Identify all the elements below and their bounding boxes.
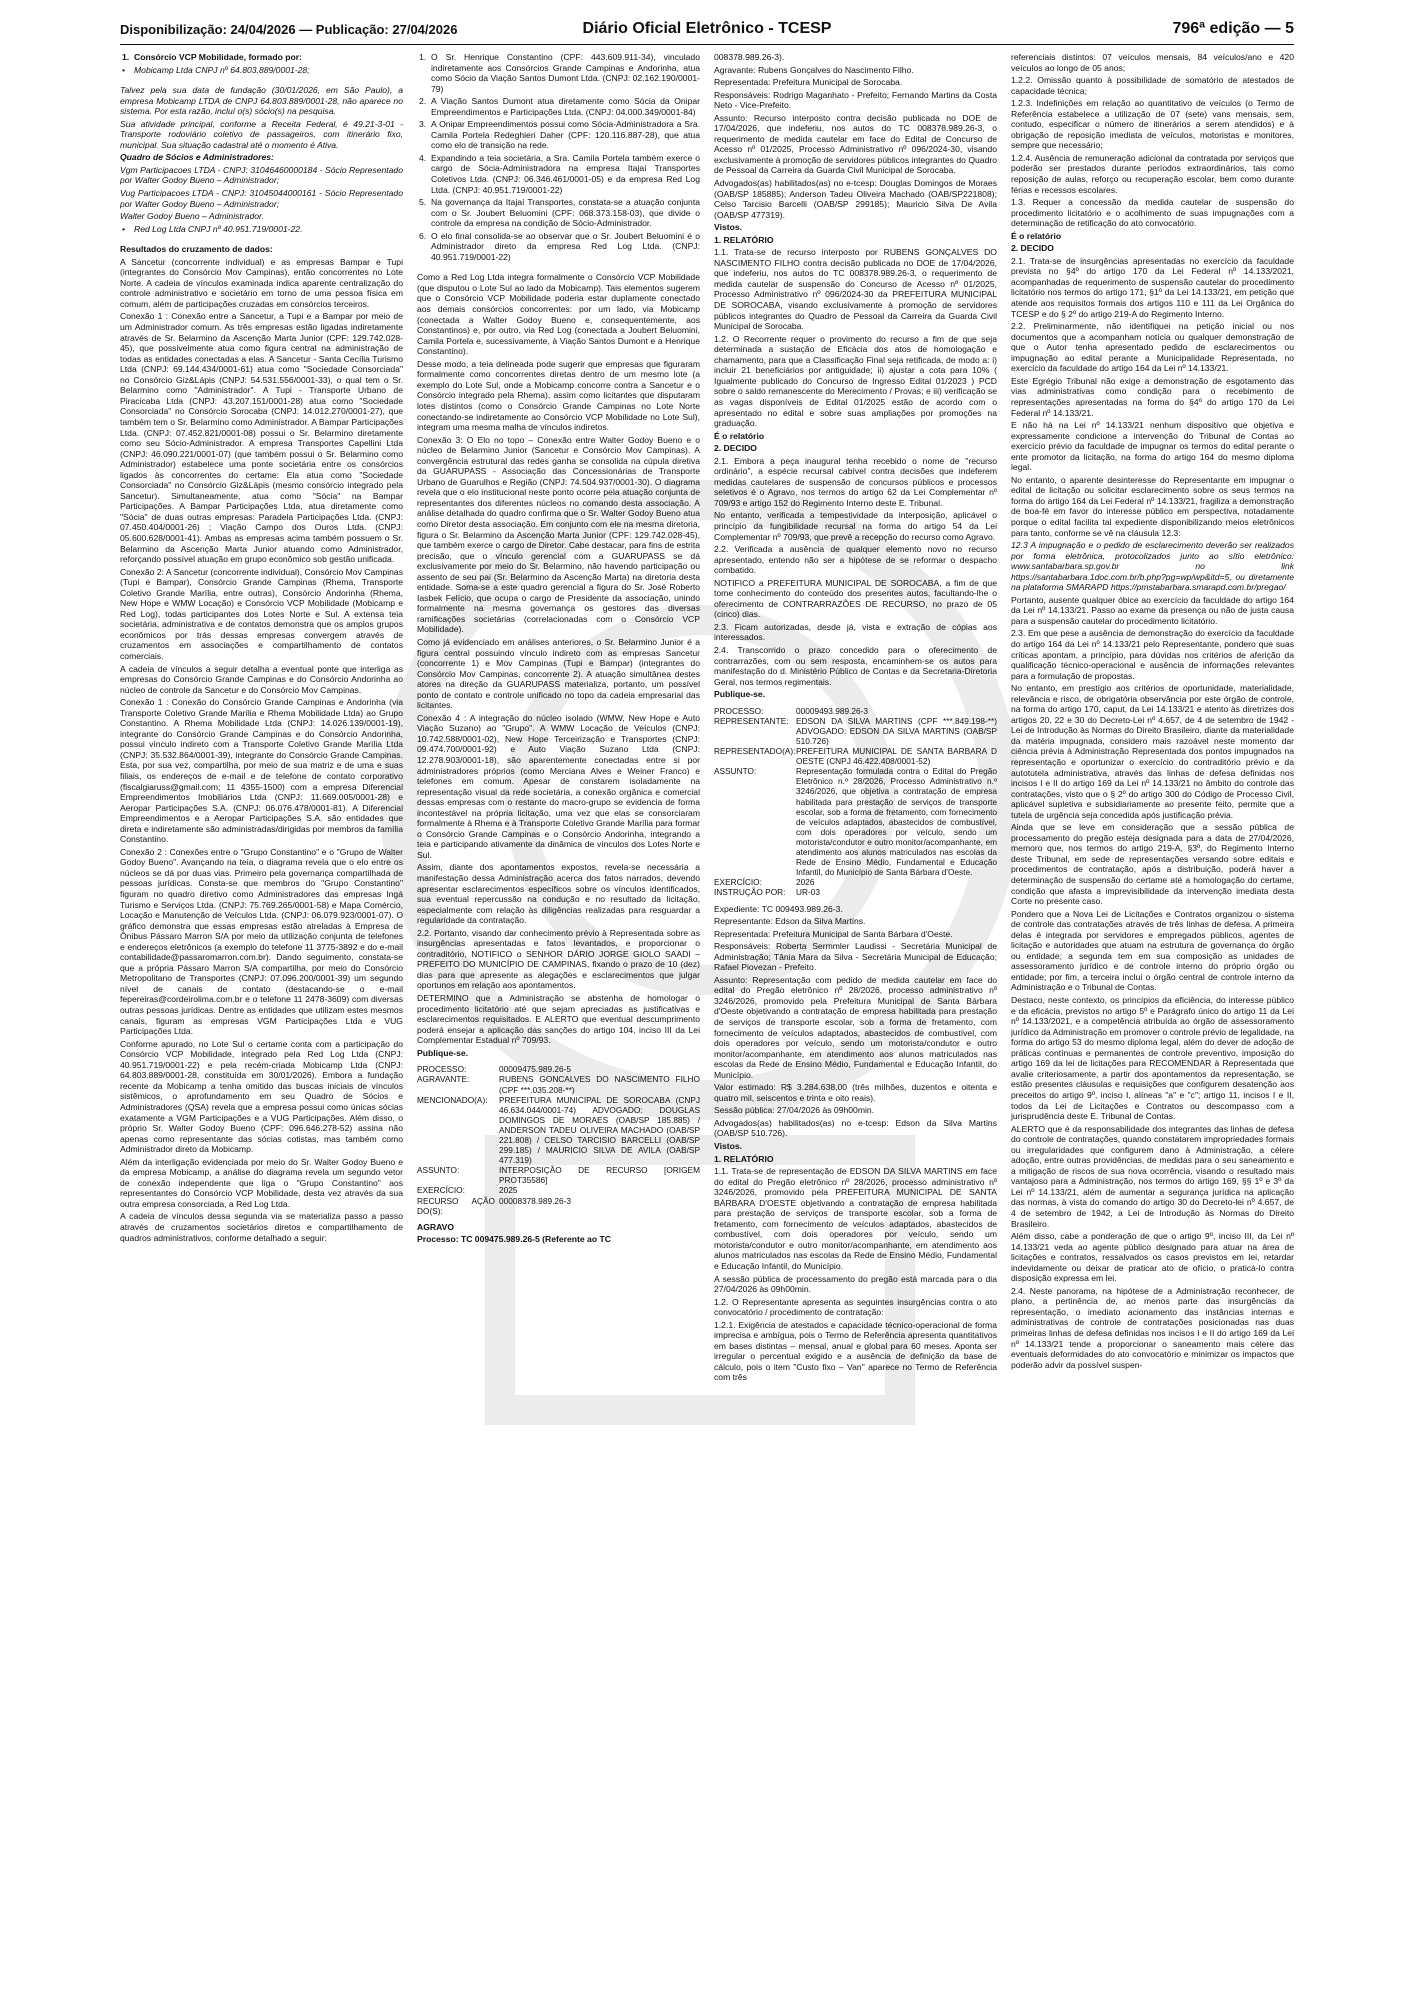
paragraph: Desse modo, a teia delineada pode sugerir que empresas que figuraram formalmente como concorrentes diretas dentro de um mesmo lote (a exemplo do Lote Sul, onde a Mobicamp concorre contra a Sancetur e o Consórcio integrado pela Rhema), assim como licitantes que disputaram lotes distintos (como o Consórcio Grande Campinas no Lote Norte conectando-se indiretamente ao Consórcio VCP Mobilidade no Lote Sul), integram uma mesma malha de vínculos indiretos. xyxy=(417,358,700,433)
list-item: 1. O Sr. Henrique Constantino (CPF: 443.609.911-34), vinculado indiretamente aos Consórcios Grande Campinas e Andorinha, atua como Sócio da Viação Santos Dumont Ltda. (CNPJ: 02.162.190/0001-79) xyxy=(419,52,700,94)
paragraph: Além da interligação evidenciada por meio do Sr. Walter Godoy Bueno e da empresa Mobicamp, a análise do diagrama revela um segundo vetor de conexão independente que liga o "Grupo Constantino" aos representantes do Consórcio VCP Mobilidade, desta vez através da sua outra empresa consorciada, a Red Log Ltda. xyxy=(120,1156,403,1209)
paragraph: A cadeia de vínculos a seguir detalha a eventual ponte que interliga as empresas do Consórcio Grande Campinas e do Consórcio Andorinha ao núcleo de controle da Sancetur e do Consórcio Mov Campinas. xyxy=(120,663,403,695)
paragraph: Como a Red Log Ltda integra formalmente o Consórcio VCP Mobilidade (que disputou o Lote Sul ao lado da Mobicamp). Tais elementos sugerem que o Consórcio VCP Mobilidade poderia estar duplamente conectado aos demais consórcios concorrentes: por um lado, via Mobicamp (conectada a Walter Godoy Bueno e, consequentemente, aos Constantinos) e, por outro, via Red Log (conectada a Joubert Beluomini, Camila Portela e, sucessivamente, à Viação Santos Dumont e a Henrique Constantino). xyxy=(417,272,700,357)
paragraph: Além disso, cabe a ponderação de que o artigo 9º, inciso III, da Lei nº 14.133/21 veda ao agente público designado para atuar na área de licitações e contratos, ressalvados os casos previstos em lei, retardar indevidamente ou deixar de praticar ato de ofício, o praticá-lo contra disposição expressa em lei. xyxy=(1011,1231,1294,1284)
column-3 xyxy=(714,52,997,1982)
process-record xyxy=(417,1064,700,1215)
field-value: 00009493.989.26-3 xyxy=(796,705,868,716)
paragraph: Walter Godoy Bueno – Administrador. xyxy=(120,211,264,222)
section-heading: 2. DECIDO xyxy=(714,443,757,454)
field-value: 00008378.989.26-3 xyxy=(499,1195,571,1206)
paragraph: NOTIFICO a PREFEITURA MUNICIPAL DE SOROCABA, a fim de que tome conhecimento do conteúdo dos presentes autos, facultando-lhe o oferecimento de CONTRARRAZÕES DE RECURSO, no prazo de 05 (cinco) dias. xyxy=(714,577,997,620)
list-item: • Mobicamp Ltda CNPJ nº 64.803.889/0001-28; xyxy=(122,64,310,75)
paragraph: 2.2. Verificada a ausência de qualquer elemento novo no recurso apresentado, entendo não ser a hipótese de se reformar o despacho combatido. xyxy=(714,544,997,576)
paragraph: Conexão 1 : Conexão do Consórcio Grande Campinas e Andorinha (via Transporte Coletivo Grande Marília e Rhema Mobilidade Ltda) ao Grupo Constantino. A Rhema Mobilidade Ltda (CNPJ: 14.026.139/0001-19), integrante do Consórcio Grande Campinas e do Consórcio Andorinha, possui vínculo indireto com a Transporte Coletivo Grande Marília Ltda (CNPJ: 35.532.864/0001-39), integrante do Consórcio Grande Campinas. Esta, por sua vez, compartilha, por meio de sua matriz e de uma e suas filiais, os endereços de e-mail e de telefone de contato corporativo (fiscalgiaruss@gmail.com; 11 4355-1500) com a empresa Diferencial Empreendimentos Imobiliários Ltda (CNPJ: 11.669.005/0001-28) e Aeropar Participações S.A. (CNPJ: 06.076.478/0001-81). A Diferencial Empreendimentos e a Aeropar Participações S.A. são entidades que direta e indiretamente são administradas/dirigidas por membros da família Constantino. xyxy=(120,697,403,845)
field-value: RUBENS GONCALVES DO NASCIMENTO FILHO (CPF ***.035.208-**) xyxy=(499,1074,700,1095)
paragraph: Ainda que se leve em consideração que a sessão pública de processamento do pregão esteja designada para a data de 27/04/2026, memoro que, nos termos do artigo 219-A, §3º, do Regimento Interno deste Tribunal, em sede de representações versando sobre editais e procedimentos de contratação, após a distribuição, poderá haver a determinação de suspensão do certame até a homologação do certame, condição que afasta a imprevisibilidade da intervenção imediata desta Corte no presente caso. xyxy=(1011,822,1294,907)
paragraph: 2.1. Embora a peça inaugural tenha recebido o nome de "recurso ordinário", a espécie recursal cabível contra decisões que indeferem medidas cautelares de suspensão de concursos públicos e processos seletivos é o Agravo, nos termos do artigo 62 da Lei Complementar nº 709/93 e artigo 152 do Regimento Interno deste E. Tribunal. xyxy=(714,455,997,508)
paragraph: No entanto, o aparente desinteresse do Representante em impugnar o edital de licitação ou solicitar esclarecimento sobre os seus termos na forma do artigo 164 da Lei Federal nº 14.133/21, fragiliza a demonstração de boa-fé em favor do interesse público em perspectiva, notadamente porque o edital facilita tal expediente disponibilizando meios eletrônicos para tanto, conforme se vê na cláusula 12.3: xyxy=(1011,474,1294,538)
field-label: REPRESENTADO(A): xyxy=(714,746,796,757)
paragraph: Conexão 4 : A integração do núcleo isolado (WMW, New Hope e Auto Viação Suzano) ao "Grupo". A WMW Locação de Veículos (CNPJ: 10.742.588/0001-02), New Hope Terceirização e Transportes (CNPJ: 09.474.700/0001-92) e Auto Viação Suzano Ltda (CNPJ: 12.278.903/0001-18), são aparentemente conectadas entre si por administradores próprios (como Merciana Alves e Weiner Franco) e telefones em comum. Apesar de constarem isoladamente na representação visual da rede societária, a conexão orgânica e comercial dessas empresas com o restante do macro-grupo se evidencia de forma incontestável na própria licitação, uma vez que elas se consorciaram formalmente à Rhema e à Transporte Coletivo Grande Marília para formar o Consórcio Grande Campinas e o Consórcio Andorinha, integrando a teia e participando ativamente da dinâmica de vínculos dos Lotes Norte e Sul. xyxy=(417,712,700,860)
section-heading: É o relatório xyxy=(1011,230,1062,241)
paragraph: referenciais distintos: 07 veículos mensais, 84 veículos/ano e 420 veículos ao longo de 05 anos; xyxy=(1011,52,1294,73)
list-item: 5. Na governança da Itajaí Transportes, constata-se a atuação conjunta com o Sr. Joubert Beluomini (CPF: 068.373.158-03), que divide o controle da empresa na condição de Sócio-Administrador. xyxy=(419,197,700,229)
list-item: 4. Expandindo a teia societária, a Sra. Camila Portela também exerce o cargo de Sócia-Administradora na empresa Itajaí Transportes Coletivos Ltda. (CNPJ: 06.346.461/0001-05) e da empresa Red Log Ltda. (CNPJ: 40.951.719/0001-22) xyxy=(419,152,700,195)
field-value: Representação formulada contra o Edital do Pregão Eletrônico n.º 28/2026, Processo Administrativo n.º 3246/2026, que objetiva a contratação de empresa habilitada para prestação de serviços de transporte escolar, sob a forma de fretamento, com fornecimento de veículos adaptados, abastecidos de combustível, com dois operadores por veículo, sendo um motorista/condutor e outro monitor/acompanhante, em atendimento aos alunos matriculados nas escolas da Rede de Ensino Médio, Fundamental e Educação Infantil, do Município de Santa Bárbara d'Oeste. xyxy=(796,766,997,878)
field-value: 2026 xyxy=(796,877,815,888)
field-value: EDSON DA SILVA MARTINS (CPF ***.849.198-**) ADVOGADO: EDSON DA SILVA MARTINS (OAB/SP 510.726) xyxy=(796,715,997,746)
paragraph: 1.1. Trata-se de representação de EDSON DA SILVA MARTINS em face do edital do Pregão eletrônico nº 28/2026, processo administrativo nº 3246/2026, promovido pela PREFEITURA MUNICIPAL DE SANTA BÁRBARA D'OESTE objetivando a contratação de empresa habilitada para prestação de serviços de transporte escolar, sob a forma de fretamento, com fornecimento de veículos adaptados, abastecidos de combustível, com dois operadores por veículo, sendo um motorista/condutor e outro monitor/acompanhante, em atendimento aos alunos matriculados nas escolas da Rede de Ensino Médio, Fundamental e Educação Infantil, do Município. xyxy=(714,1166,997,1271)
paragraph: Conexão 2 : Conexões entre o "Grupo Constantino" e o "Grupo de Walter Godoy Bueno". Avançando na teia, o diagrama revela que o elo entre os núcleos se dá por duas vias. Primeiro pela governança compartilhada de pessoas jurídicas. Consta-se que membros do "Grupo Constantino" figuram no quadro diretivo como Administradores das empresas Ingá Turismo e Serviços Ltda. (CNPJ: 75.769.265/0001-58) e Mapa Comércio, Locação e Manutenção de Veículos Ltda. (CNPJ: 06.079.923/0001-07). O gráfico demonstra que essas empresas estão atreladas à Empresa de Ônibus Pássaro Marron S/A por meio da utilização conjunta de telefones e endereços eletrônicos (a exemplo do telefone 11 3775-3892 e do e-mail contabilidade@passaromarron.com.br). Dando seguimento, constata-se que a própria Pássaro Marron S/A compartilha, por meio do Consórcio Metropolitano de Transportes (CNPJ: 07.096.200/0001-39) um segundo nível de canais de contato (destacando-se o e-mail fepereiras@cordeirolima.com.br e o telefone 11 2478-3609) com diversas outras pessoas jurídicas. Dentre as entidades que utilizam estes mesmos canais, figuram as empresas VGM Participações Ltda e VUG Participações Ltda. xyxy=(120,846,403,1037)
paragraph: DETERMINO que a Administração se abstenha de homologar o procedimento licitatório até que sejam apreciadas as justificativas e esclarecimentos requisitados. E ALERTO que eventual descumprimento poderá ensejar a aplicação das sanções do artigo 104, inciso III da Lei Complementar Estadual nº 709/93. xyxy=(417,993,700,1046)
quoted-clause: 12.3 A impugnação e o pedido de esclarecimento deverão ser realizados por forma eletrônica, protocolizados junto ao sítio eletrônico: www.santabarbara.sp.gov.br no link https://santabarbara.1doc.com.br/b.php?pg=wp/wp&itd=5, ou diretamente na plataforma SMARAPD https://pmstabarbara.smarapd.com.br/pregao/ xyxy=(1011,540,1294,593)
publication-dates: Disponibilização: 24/04/2026 — Publicação: 27/04/2026 xyxy=(120,22,458,37)
field-label: EXERCÍCIO: xyxy=(417,1185,465,1196)
paragraph: Este Egrégio Tribunal não exige a demonstração de esgotamento das vias administrativas como condição para o recebimento de representações apresentadas na forma do §4º do artigo 170 da Lei Federal nº 14.133/21. xyxy=(1011,375,1294,418)
field-label: REPRESENTANTE: xyxy=(714,715,789,726)
paragraph: 2.4. Transcorrido o prazo concedido para o oferecimento de contrarrazões, com ou sem resposta, encaminhem-se os autos para manifestação do d. Ministério Público de Contas e da Secretaria-Diretoria Geral, nos termos regimentais. xyxy=(714,644,997,687)
paragraph: 2.3. Ficam autorizadas, desde já, vista e extração de cópias aos interessados. xyxy=(714,621,997,643)
paragraph: Conexão 3: O Elo no topo – Conexão entre Walter Godoy Bueno e o núcleo de Belarmino Junior (Sancetur e Consórcio Mov Campinas). A convergência estrutural das redes ganha se consolida na cúpula diretiva da GUARUPASS - Associação das Concessionárias de Transporte Urbano de Guarulhos e Região (CNPJ: 74.504.937/0001-30). O diagrama revela que o elo institucional neste ponto ocorre pela atuação conjunta de representantes dos diferentes núcleos no comando desta associação. A análise detalhada do quadro confirma que o Sr. Walter Godoy Bueno atua como Diretor desta associação. Em conjunto com ele na mesma diretoria, figura o Sr. Belarmino da Ascenção Marta Junior (CPF: 129.742.028-45), que também exerce o cargo de Diretor. Cabe destacar, para fins de estrita precisão, que o vínculo gerencial com a GUARUPASS se dá exclusivamente por meio do Sr. Belarmino, não havendo participação ou assento de seu pai (Sr. Belarmino da Ascenção Marta) na diretoria desta entidade. Soma-se a este quadro gerencial a figura do Sr. José Roberto Iasbek Felício, que ocupa o cargo de Presidente da associação, unindo formalmente na mesma governança os gestores das diversas ramificações societárias (correlacionadas com o Consórcio VCP Mobilidade). xyxy=(417,434,700,635)
field-value: 2025 xyxy=(499,1185,518,1196)
section-heading: É o relatório xyxy=(714,430,765,441)
section-heading: 2. DECIDO xyxy=(1011,243,1054,254)
field-label: AGRAVANTE: xyxy=(417,1074,470,1085)
column-4 xyxy=(1011,52,1294,1982)
paragraph: 1.2.4. Ausência de remuneração adicional da contratada por serviços que poderão ser prestados durante períodos extraordinários, tais como reposição de aulas, reforço ou recuperação escolar, bem como durante férias e recessos escolares. xyxy=(1011,152,1294,195)
paragraph: 1.1. Trata-se de recurso interposto por RUBENS GONÇALVES DO NASCIMENTO FILHO contra decisão publicada no DOE de 17/04/2026, que indeferiu, nos autos do TC 008378.989.26-3, o requerimento de medida cautelar de suspensão do Concurso de Acesso nº 01/2025, Processo Administrativo nº 096/2024-30 da PREFEITURA MUNICIPAL DE SOROCABA, visando exclusivamente à promoção de servidores públicos integrantes do Quadro de Pessoal da Carreira da Guarda Civil Municipal de Sorocaba. xyxy=(714,247,997,332)
paragraph: ALERTO que é da responsabilidade dos integrantes das linhas de defesa do controle de contratações, quando constatarem impropriedades formais ou irregularidades que configurem dano à Administração, a célere adoção, entre outras providências, de medidas para o seu saneamento e a mitigação de riscos de sua nova ocorrência, visando o resultado mais vantajoso para a Administração, nos termos do artigo 169, §§ 1º e 3º da Lei nº 14.133/21, além de aumentar a segurança jurídica na aplicação das normas, à vista do comando do artigo 30 do Decreto-lei nº 4.657, de 4 de setembro de 1942, a Lei de Introdução às Normas do Direito Brasileiro. xyxy=(1011,1123,1294,1229)
paragraph: Vug Participacoes LTDA - CNPJ: 31045044000161 - Sócio Representado por Walter Godoy Bueno – Administrador; xyxy=(120,188,403,209)
journal-title: Diário Oficial Eletrônico - TCESP xyxy=(582,20,832,37)
paragraph: No entanto, verificada a tempestividade da interposição, aplicável o princípio da fungibilidade recursal na forma do artigo 54 da Lei Complementar nº 709/93, que prevê a recepção do recurso como Agravo. xyxy=(714,510,997,542)
paragraph: Talvez pela sua data de fundação (30/01/2026, em São Paulo), a empresa Mobicamp LTDA de CNPJ 64.803.889/0001-28, não aparece no sistema. Por esta razão, incluí o(s) sócio(s) na pesquisa. xyxy=(120,85,403,117)
paragraph: Representada: Prefeitura Municipal de Sorocaba. xyxy=(714,77,903,88)
paragraph: Como já evidenciado em análises anteriores, o Sr. Belarmino Junior é a figura central possuindo vínculo indireto com as empresas Sancetur (concorrente 1) e Mov Campinas (Tupi e Bampar) (integrantes do Consórcio Mov Campinas, concorrente 2). A atuação simultânea destes atores na direção da GUARUPASS materializa, portanto, um possível ponto de contato e controle unificado no topo da cadeia empresarial das licitantes. xyxy=(417,636,700,711)
paragraph: Representante: Edson da Silva Martins. xyxy=(714,916,866,927)
paragraph: Destaco, neste contexto, os princípios da eficiência, do interesse público e da eficácia, previstos no artigo 5º e Parágrafo único do artigo 11 da Lei nº 14.133/2021, e a competência atribuída ao órgão de assessoramento jurídico da Administração em promover o controle prévio de legalidade, na forma do artigo 53 do mesmo diploma legal, além do dever de adoção de práticas contínuas e permanentes de controle preventivo, imposição do artigo 169 da lei de licitações para RECOMENDAR à Representada que avalie criteriosamente, a partir dos apontamentos da representação, se estão presentes cláusulas e requisições que configurem desatenção aos preceitos do artigo 9º, inciso I, alíneas "a" e "c"; artigo 11, incisos I e II, todos da Lei de Licitações e Contratos ou descompasso com a jurisprudência deste E. Tribunal de Contas. xyxy=(1011,995,1294,1122)
paragraph: Conexão 2: A Sancetur (concorrente individual), Consórcio Mov Campinas (Tupi e Bampar), Consórcio Grande Campinas (Rhema, Transporte Coletivo Grande Marília, entre outras), Consórcio Andorinha (Rhema, New Hope e WMW Locação) e Consórcio VCP Mobilidade (Mobicamp e Red Log), todas participantes dos Lotes Norte e Sul. A extensa teia societária, administrativa e de contatos demonstra que os amplos grupos econômicos por trás dessas empresas convergem através de cruzamentos em associações e compartilhamento de contatos comerciais. xyxy=(120,566,403,661)
paragraph: Responsáveis: Roberta Sermmler Laudissi - Secretária Municipal de Administração; Tânia Mara da Silva - Secretária Municipal de Educação; Rafael Piovezan - Prefeito. xyxy=(714,941,997,973)
list-item: • Red Log Ltda CNPJ nº 40.951.719/0001-22. xyxy=(122,223,303,234)
edition-page-number: 796ª edição — 5 xyxy=(1172,20,1294,37)
list-item: 1. Consórcio VCP Mobilidade, formado por: xyxy=(122,52,302,62)
list-item: 6. O elo final consolida-se ao observar que o Sr. Joubert Beluomini é o Administrador direto da empresa Red Log Ltda. (CNPJ: 40.951.719/0001-22) xyxy=(419,230,700,262)
paragraph: 1.2. O Representante apresenta as seguintes insurgências contra o ato convocatório / procedimento de contratação: xyxy=(714,1296,997,1318)
field-label: PROCESSO: xyxy=(417,1064,467,1075)
section-heading: Resultados do cruzamento de dados: xyxy=(120,244,273,255)
field-label: INSTRUÇÃO POR: xyxy=(714,887,786,898)
paragraph: 1.2. O Recorrente requer o provimento do recurso a fim de que seja determinada a sustação de Eficácia dos atos de homologação e chamamento, para que a Classificação Final seja retificada, de modo a: i) incluir 21 beneficiários por antiguidade; ii) ajustar a cota para 10% ( Igualmente publicado do Concurso de Ingresso Edital 01/2023 ) PCD sobre o saldo remanescente do Merecimento / Provas; e iii) verificação se as vagas disponíveis de Edital 01/2025 estão de acordo com o apresentado no edital e sobre suas ampliações por promoções na graduação. xyxy=(714,333,997,429)
field-label: ASSUNTO: xyxy=(417,1165,460,1176)
field-value: 00009475.989.26-5 xyxy=(499,1064,571,1075)
paragraph: 1.2.3. Indefinições em relação ao quantitativo de veículos (o Termo de Referência estabelece a utilização de 07 (sete) vans mensais, sem, contudo, especificar o número de itinerários a serem atendidos) e à obrigação de reposição imediata de veículos, motoristas e monitores, sempre que necessário; xyxy=(1011,98,1294,151)
process-record xyxy=(714,706,997,898)
paragraph: 2.3. Em que pese a ausência de demonstração do exercício da faculdade do artigo 164 da Lei nº 14.133/21 pelo Representante, pondero que suas críticas apontam, a princípio, para dúvidas nos critérios de aferição da qualificação técnico-operacional e ausência de informações relevantes para a formulação de propostas. xyxy=(1011,628,1294,681)
paragraph: 1.3. Requer a concessão da medida cautelar de suspensão do procedimento licitatório e o acolhimento de suas impugnações com a determinação de retificação do ato convocatório. xyxy=(1011,197,1294,229)
section-heading: 1. RELATÓRIO xyxy=(714,234,774,245)
paragraph: No entanto, em prestígio aos critérios de oportunidade, materialidade, relevância e risco, de obrigatória observância por este órgão de controle, na forma do artigo 170, caput, da Lei 14.133/21 e atento às diretrizes dos artigos 20, 22 e 30 do Decreto-Lei nº 4.657, de 4 de setembro de 1942 - Lei de Introdução às Normas do Direito Brasileiro, diante da materialidade da matéria impugnada, considero mais razoável neste momento dar ciência prévia à Administração Representada dos pontos impugnados na representação e oportunizar o exercício do contraditório prévio e da autotutela administrativa, através das linhas de defesa definidas nos incisos I e II do artigo 169 da Lei nº 14.133/21 no âmbito do controle das contratações, visto que o § 2º do artigo 300 do Código de Processo Civil, aplicável supletiva e subsidiariamente ao presente feito, permite que a tutela de urgência seja concedida após justificação prévia. xyxy=(1011,683,1294,820)
paragraph: 2.1. Trata-se de insurgências apresentadas no exercício da faculdade prevista no §4º do artigo 170 da Lei Federal nº 14.133/2021, acompanhadas de requerimento de suspensão cautelar do procedimento licitatório nos termos do artigo 171, §1º da Lei 14.133/21, em petição que atende aos requisitos formais dos artigos 110 e 111 da Lei Orgânica do TCESP e do § 2º do artigo 219-A do Regimento Interno. xyxy=(1011,255,1294,319)
field-label: RECURSO AÇÃO DO(S): xyxy=(417,1195,495,1216)
paragraph: Sessão pública: 27/04/2026 às 09h00min. xyxy=(714,1105,875,1116)
paragraph: Pondero que a Nova Lei de Licitações e Contratos organizou o sistema de controle das contratações através de três linhas de defesa. A primeira delas é integrada por servidores e empregados públicos, agentes de licitação e autoridades que atuam na estrutura de governança do órgão ou entidade; a segunda tem em sua composição as unidades de assessoramento jurídico e de controle interno do próprio órgão ou entidade; por fim, a terceira inclui o órgão central de controle interno da Administração e o Tribunal de Contas. xyxy=(1011,908,1294,993)
list-item: 2. A Viação Santos Dumont atua diretamente como Sócia da Onipar Empreendimentos e Participações Ltda. (CNPJ: 04.000.349/0001-84) xyxy=(419,96,700,117)
section-heading: 1. RELATÓRIO xyxy=(714,1153,774,1164)
paragraph: 008378.989.26-3). xyxy=(714,52,785,62)
section-heading: AGRAVO xyxy=(417,1221,455,1232)
document-body xyxy=(120,52,1294,1982)
paragraph: Vistos. xyxy=(714,1140,743,1151)
paragraph: Assunto: Representação com pedido de medida cautelar em face do edital do Pregão eletrônico nº 28/2026, processo administrativo nº 3246/2026, promovido pela Prefeitura Municipal de Santa Bárbara d'Oeste objetivando a contratação de empresa habilitada para prestação de serviços de transporte escolar, sob a forma de fretamento, com fornecimento de veículos adaptados, abastecidos de combustível, com dois operadores por veículo, sendo um motorista/condutor e outro monitor/acompanhante, em atendimento aos alunos matriculados nas escolas da Rede de Ensino Médio, Fundamental e Educação Infantil, do Município. xyxy=(714,974,997,1080)
field-value: UR-03 xyxy=(796,887,820,898)
paragraph: 1.2.2. Omissão quanto à possibilidade de somatório de atestados de capacidade técnica; xyxy=(1011,75,1294,96)
paragraph: Vgm Participacoes LTDA - CNPJ: 31046460000184 - Sócio Representado por Walter Godoy Bueno – Administrador; xyxy=(120,164,403,186)
field-label: ASSUNTO: xyxy=(714,766,757,777)
paragraph: E não há na Lei nº 14.133/21 nenhum dispositivo que objetiva e expressamente condicione a intervenção do Tribunal de Contas ao exercício prévio da faculdade de impugnar os termos do edital perante o ente promotor da licitação, na forma do artigo 164 do mesmo diploma legal. xyxy=(1011,420,1294,473)
field-label: MENCIONADO(A): xyxy=(417,1094,488,1105)
paragraph: A Sancetur (concorrente individual) e as empresas Bampar e Tupi (integrantes do Consórcio Mov Campinas), então concorrentes no Lote Norte. A cadeia de vínculos examinada indica aparente centralização do controle administrativo e societário em torno de uma pessoa física em comum, além de participações cruzadas em consórcios terceiros. xyxy=(120,256,403,309)
paragraph: Advogados(as) habilitados(as) no e-tcesp: Douglas Domingos de Moraes (OAB/SP 185885); Anderson Tadeu Oliveira Machado (OAB/SP221808); Celso Tarcisio Barcelli (OAB/SP 299185); Mauricio Silva De Avila (OAB/SP 477319). xyxy=(714,178,997,220)
paragraph: Valor estimado: R$ 3.284.638,00 (três milhões, duzentos e oitenta e quatro mil, seiscentos e trinta e oito reais). xyxy=(714,1082,997,1103)
paragraph: Publique-se. xyxy=(417,1047,469,1058)
paragraph: A cadeia de vínculos dessa segunda via se materializa passo a passo através de cruzamentos societários diretos e compartilhamento de quadros administrativos, conforme detalhado a seguir: xyxy=(120,1211,403,1243)
field-value: PREFEITURA MUNICIPAL DE SANTA BARBARA D OESTE (CNPJ 46.422.408/0001-52) xyxy=(796,746,997,767)
field-label: PROCESSO: xyxy=(714,705,764,716)
page-header xyxy=(120,18,1294,45)
list-item: 3. A Onipar Empreendimentos possui como Sócia-Administradora a Sra. Camila Portela Redeghieri Daher (CPF: 120.116.887-28), que atua como elo de transição na rede. xyxy=(419,119,700,151)
field-value: INTERPOSIÇÃO DE RECURSO [ORIGEM PROT35586] xyxy=(499,1165,700,1186)
paragraph: 1.2.1. Exigência de atestados e capacidade técnico-operacional de forma imprecisa e ambígua, pois o Termo de Referência apresenta quantitativos em bases distintas – mensal, anual e global para 60 meses. Aponta ser irregular o percentual exigido e a ausência de definição da base de cálculo, pois o item "Custo fixo – Van" aparece no Termo de Referência com três xyxy=(714,1319,997,1383)
paragraph: Representada: Prefeitura Municipal de Santa Bárbara d'Oeste. xyxy=(714,928,953,939)
paragraph: 2.4. Neste panorama, na hipótese de a Administração reconhecer, de plano, a pertinência de, ao menos parte das insurgências da representação, o imediato acionamento das instâncias internas e administrativas de controle de contratações posicionadas nas duas primeiras linhas de defesa definidas nos incisos I e II do artigo 169 da Lei nº 14.133/21 tende a proporcionar o saneamento mais célere das eventuais deformidades do ato convocatório e minimizar os impactos que poderão advir da possível suspen- xyxy=(1011,1285,1294,1370)
paragraph: Processo: TC 009475.989.26-5 (Referente ao TC xyxy=(417,1234,611,1245)
paragraph: 2.2. Preliminarmente, não identifiquei na petição inicial ou nos documentos que a acompanham notícia ou qualquer demonstração de que o Autor tenha apresentado pedido de esclarecimentos ou impugnação ao edital perante a Municipalidade Representada, no exercício da faculdade do artigo 164 da Lei nº 14.133/21. xyxy=(1011,321,1294,374)
paragraph: Conexão 1 : Conexão entre a Sancetur, a Tupi e a Bampar por meio de um Administrador comum. As três empresas estão ligadas indiretamente através de Sr. Belarmino da Ascenção Marta Junior (CPF: 129.742.028-45), que possivelmente atua como figura central na administração de todas as entidades conectadas a elas. A Sancetur - Santa Cecília Turismo Ltda (CNPJ: 69.144.434/0001-61) atua como "Sociedade Consorciada" no Consórcio Giz&Lápis (CNPJ: 54.531.556/0001-33), o qual tem o Sr. Belarmino como "Administrador". A Tupi - Transporte Urbano de Piracicaba Ltda (CNPJ: 43.207.151/0001-28) atua como "Sociedade Consorciada" no Consórcio Sorocaba (CNPJ: 14.012.270/0001-27), que também tem o Sr. Belarmino como Administrador. A Bampar Participações Ltda. (CNPJ: 07.452.821/0001-08) possui o Sr. Belarmino diretamente como seu Sócio-Administrador. A empresa Transportes Capellini Ltda (CNPJ: 46.090.221/0001-07) (que também possui o Sr. Belarmino como Administrador) estabelece uma ponte societária entre os consórcios ligados às concorrentes do certame: Ela atua como "Sociedade Consorciada" no Consórcio Giz&Lápis (mesmo consórcio integrado pela Sancetur). Simultaneamente, atua como "Sócia" na Bampar Participações. A Bampar Participações Ltda, atua diretamente como "Sócia" de duas outras empresas: Paradela Participações Ltda. (CNPJ: 07.450.404/0001-26) ; Viação Campo dos Ouros Ltda. (CNPJ: 05.600.628/0001-41). Ambas as empresas acima também possuem o Sr. Belarmino da Ascenção Marta Junior atuando como Administrador, reforçando possível atuação em grupo econômico sob gestão unificada. xyxy=(120,311,403,565)
field-value: PREFEITURA MUNICIPAL DE SOROCABA (CNPJ 46.634.044/0001-74) ADVOGADO: DOUGLAS DOMINGOS DE MORAES (OAB/SP 185.885) / ANDERSON TADEU OLIVEIRA MACHADO (OAB/SP 221.808) / CELSO TARCISIO BARCELLI (OAB/SP 299.185) / MAURICIO SILVA DE AVILA (OAB/SP 477.319) xyxy=(499,1094,700,1166)
field-label: EXERCÍCIO: xyxy=(714,877,762,888)
paragraph: Expediente: TC 009493.989.26-3. xyxy=(714,903,843,914)
column-2 xyxy=(417,52,700,1982)
paragraph: Portanto, ausente qualquer óbice ao exercício da faculdade do artigo 164 da Lei nº 14.133/21. Passo ao exame da presença ou não de justa causa para a suspensão cautelar do procedimento licitatório. xyxy=(1011,594,1294,626)
paragraph: Publique-se. xyxy=(714,689,766,700)
paragraph: Assunto: Recurso interposto contra decisão publicada no DOE de 17/04/2026, que indeferiu, nos autos do TC 008378.989.26-3, o requerimento de medida cautelar em face do Edital de Concurso de Acesso nº 01/2025, Processo Administrativo nº 096/2024-30, visando exclusivamente à promoção de servidores públicos integrantes do Quadro de Pessoal da Carreira da Guarda Civil Municipal de Sorocaba. xyxy=(714,112,997,176)
paragraph: Responsáveis: Rodrigo Maganhato - Prefeito; Fernando Martins da Costa Neto - Vice-Prefeito. xyxy=(714,89,997,111)
paragraph: 2.2. Portanto, visando dar conhecimento prévio à Representada sobre as insurgências apresentadas e fatos levantados, e proporcionar o contraditório, NOTIFICO o SENHOR DÁRIO JORGE GIOLO SAADI – PREFEITO DO MUNICÍPIO DE CAMPINAS, fixando o prazo de 10 (dez) dias para que apresente as alegações e esclarecimentos que julgar oportunos em relação aos apontamentos. xyxy=(417,927,700,991)
paragraph: Sua atividade principal, conforme a Receita Federal, é 49.21-3-01 - Transporte rodoviário coletivo de passageiros, com itinerário fixo, municipal. Sua situação cadastral até o momento é Ativa. xyxy=(120,118,403,150)
paragraph: A sessão pública de processamento do pregão está marcada para o dia 27/04/2026 às 09h00min. xyxy=(714,1273,997,1295)
paragraph: Agravante: Rubens Gonçalves do Nascimento Filho. xyxy=(714,64,914,75)
section-heading: Quadro de Sócios e Administradores: xyxy=(120,152,274,163)
paragraph: Advogados(as) habilitados(as) no e-tcesp: Edson da Silva Martins (OAB/SP 510.726). xyxy=(714,1117,997,1139)
column-1 xyxy=(120,52,403,1982)
paragraph: Assim, diante dos apontamentos expostos, revela-se necessária a manifestação dessa Administração acerca dos fatos narrados, devendo apresentar esclarecimentos específicos sobre os vínculos identificados, sua eventual repercussão na condução e no resultado da licitação, especialmente com relação às diligências realizadas para resguardar a regularidade da contratação. xyxy=(417,862,700,926)
paragraph: Conforme apurado, no Lote Sul o certame conta com a participação do Consórcio VCP Mobilidade, integrado pela Red Log Ltda (CNPJ: 40.951.719/0001-22) e pela recém-criada Mobicamp Ltda (CNPJ: 64.803.889/0001-28, constituída em 30/01/2026). Embora a fundação recente da Mobicamp a tenha omitido das buscas iniciais de vínculos sistêmicos, o aprofundamento em seu Quadro de Sócios e Administradores (QSA) revela que a empresa possui como únicas sócias exatamente a VGM Participações e a VUG Participações. Além disso, o próprio Sr. Walter Godoy Bueno (CPF: 096.646.278-52) assina não apenas como representante das sócias cotistas, mas também como Administrador direto da Mobicamp. xyxy=(120,1038,403,1155)
paragraph: Vistos. xyxy=(714,222,743,233)
